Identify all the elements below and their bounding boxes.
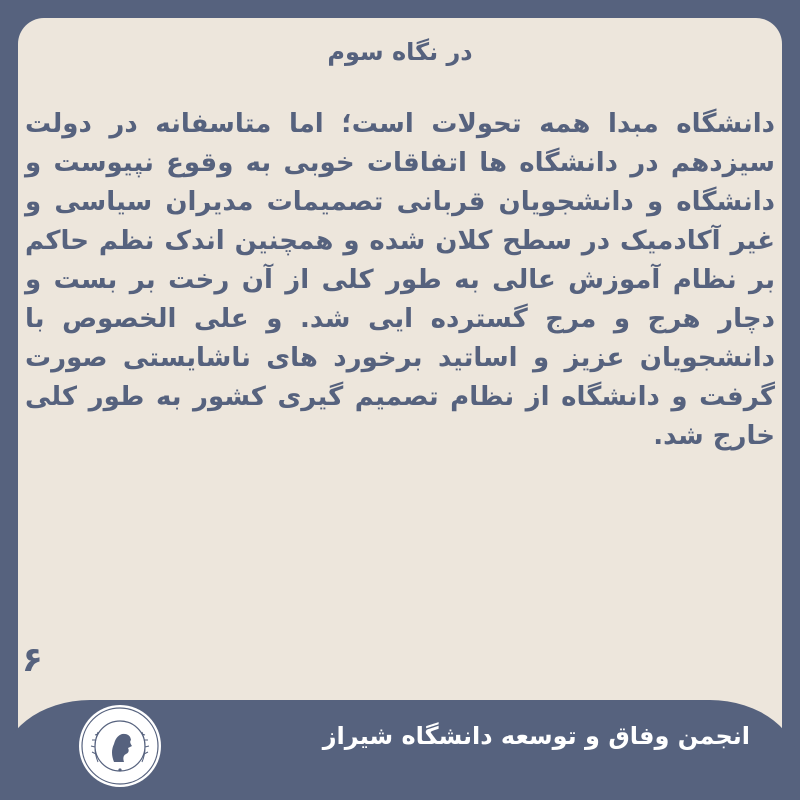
association-emblem-icon [76,702,164,790]
body-paragraph: دانشگاه مبدا همه تحولات است؛ اما متاسفانه در دولت سیزدهم در دانشگاه ها اتفاقات خوبی به وقوع نپیوست و دانشگاه و دانشجویان قربانی تصمیمات مدیران سیاسی و غیر آکادمیک در سطح کلان شده و همچنین اندک نظم حاکم بر نظام آموزش عالی به طور کلی از آن رخت بر بست و دچار هرج و مرج گسترده ایی شد. و علی الخصوص با دانشجویان عزیز و اساتید برخورد های ناشایستی صورت گرفت و دانشگاه از نظام تصمیم گیری کشور به طور کلی خارج شد. [25,109,775,451]
organization-name: انجمن وفاق و توسعه دانشگاه شیراز [322,722,750,750]
page-title: در نگاه سوم [327,38,473,66]
page-number: ۶ [22,640,43,680]
